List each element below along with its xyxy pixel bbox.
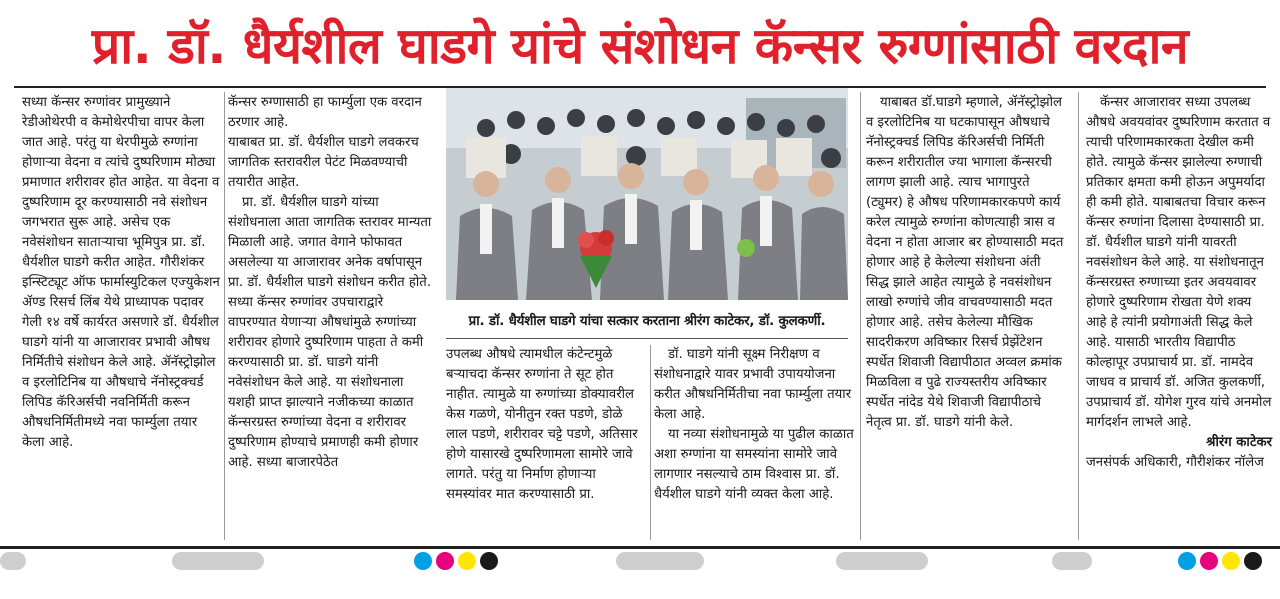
award-photo [446, 88, 848, 300]
column-3-text: उपलब्ध औषधे त्यामधील कंटेन्टमुळे बऱ्याचदा कॅन्सर रुग्णांना ते सूट होत नाहीत. त्यामुळे या रुग्णांच्या डोक्यावरील केस गळणे, योनीतुन रक्त पडणे, डोळे लाल पडणे, शरीरावर चट्टे पडणे, अतिसार होणे यासारखे दुष्परिणामला सामोरे जावे लागते. परंतु या निर्माण होणाऱ्या समस्यांवर मात करण्यासाठी प्रा. [446, 347, 638, 502]
column-2-para-3: प्रा. डॉ. धैर्यशील घाडगे यांच्या संशोधनाला आता जागतिक स्तरावर मान्यता मिळाली आहे. जगात वेगाने फोफावत असलेल्या या आजारावर अनेक वर्षापासून प्रा. डॉ. धैर्यशील घाडगे संशोधन करीत होते. सध्या कॅन्सर रुग्णांवर उपचाराद्वारे वापरण्यात येणाऱ्या औषधांमुळे रुग्णांच्या शरीरावर होणारे दुष्परिणाम पाहता ते कमी करण्यासाठी प्रा. डॉ. घाडगे यांनी नवेसंशोधन केले आहे. या संशोधनाला यशही प्राप्त झाल्याने नजीकच्या काळात कॅन्सरग्रस्त रुग्णांच्या वेदना व शरीरावर दुष्परिणाम होण्याचे प्रमाणही कमी होणार आहे. सध्या बाजारपेठेत [228, 195, 432, 470]
column-4-para-2: या नव्या संशोधनामुळे या पुढील काळात अशा रुग्णांना या समस्यांना सामोरे जावे लागणार नसल्याचे ठाम विश्वास प्रा. डॉ. धैर्यशील घाडगे यांनी व्यक्त केला आहे. [654, 427, 854, 502]
column-4-para-1: डॉ. घाडगे यांनी सूक्ष्म निरीक्षण व संशोधनाद्वारे यावर प्रभावी उपाययोजना करीत औषधनिर्मितीचा नवा फार्म्युला तयार केला आहे. [654, 347, 852, 422]
column-2-para-1: कॅन्सर रुग्णासाठी हा फार्म्युला एक वरदान ठरणार आहे. [228, 95, 422, 130]
column-divider [224, 92, 225, 540]
author-designation: जनसंपर्क अधिकारी, गौरीशंकर नॉलेज [1086, 455, 1264, 470]
yellow-registration-dot [1222, 552, 1240, 570]
registration-bar [1052, 552, 1092, 570]
column-divider [860, 92, 861, 540]
column-divider [650, 345, 651, 540]
article-column-1 [22, 93, 220, 453]
article-column-6 [1086, 93, 1272, 473]
caption-rule [446, 338, 848, 339]
column-divider [1078, 92, 1079, 540]
article-column-3 [446, 345, 642, 505]
yellow-registration-dot [458, 552, 476, 570]
black-registration-dot [1244, 552, 1262, 570]
cyan-registration-dot [414, 552, 432, 570]
photo-caption: प्रा. डॉ. धैर्यशील घाडगे यांचा सत्कार करताना श्रीरंग काटेकर, डॉ. कुलकर्णी. [468, 314, 826, 329]
registration-bar [616, 552, 704, 570]
headline: प्रा. डॉ. धैर्यशील घाडगे यांचे संशोधन कॅन्सर रुग्णांसाठी वरदान [91, 17, 1189, 75]
print-registration-strip [0, 552, 1280, 572]
column-1-text: सध्या कॅन्सर रुग्णांवर प्रामुख्याने रेडीओथेरपी व केमोथेरपीचा वापर केला जात आहे. परंतु या थेरपीमुळे रुग्णांना होणाऱ्या वेदना व त्यांचे दुष्परिणाम मोठ्या प्रमाणात शरीरावर होत आहेत. या वेदना व दुष्परिणाम दूर करण्यासाठी नवे संशोधन जगभरात सुरू आहे. असेच एक नवेसंशोधन साताऱ्याचा भूमिपुत्र प्रा. डॉ. धैर्यशील घाडगे करीत आहेत. गौरीशंकर इन्स्टिट्यूट ऑफ फार्मास्युटिकल एज्युकेशन ॲण्ड रिसर्च लिंब येथे प्राध्यापक पदावर गेली १४ वर्षे कार्यरत असणारे डॉ. धैर्यशील घाडगे यांनी या आजारावर प्रभावी औषध निर्मितीचे संशोधन केले आहे. ॲनॅस्ट्रोझोल व इरलोटिनिब या औषधाचे नॅनोस्ट्रक्चर्ड लिपिड कॅरिअर्सची नवनिर्मिती करून औषधनिर्मितीमध्ये नवा फार्म्युला तयार केला आहे. [22, 95, 220, 450]
registration-bar [0, 552, 26, 570]
registration-bar [836, 552, 928, 570]
black-registration-dot [480, 552, 498, 570]
article-column-5 [866, 93, 1064, 433]
page-bottom-rule [0, 546, 1280, 549]
registration-bar [172, 552, 264, 570]
magenta-registration-dot [1200, 552, 1218, 570]
column-2-para-2: याबाबत प्रा. डॉ. धैर्यशील घाडगे लवकरच जागतिक स्तरावरील पेटंट मिळवण्याची तयारीत आहेत. [228, 135, 419, 190]
article-column-2 [228, 93, 432, 473]
column-6-text: कॅन्सर आजारावर सध्या उपलब्ध औषधे अवयवांवर दुष्परिणाम करतात व त्याची परिणामकारकता देखील कमी होते. त्यामुळे कॅन्सर झालेल्या रुग्णाची प्रतिकार क्षमता कमी होऊन अपुमर्यादा ही कमी होते. याबाबतचा विचार करून कॅन्सर रुग्णांना दिलासा देण्यासाठी प्रा. डॉ. धैर्यशील घाडगे यांनी यावरती नवसंशोधन केले आहे. या संशोधनातून कॅन्सरग्रस्त रुग्णाच्या इतर अवयवावर होणारे दुष्परिणाम रोखता येणे शक्य आहे हे त्यांनी प्रयोगाअंती सिद्ध केले आहे. यासाठी भारतीय विद्यापीठ कोल्हापूर उपप्राचार्य प्रा. डॉ. नामदेव जाधव व प्राचार्य डॉ. अजित कुलकर्णी, उपप्राचार्य डॉ. योगेश गुरव यांचे अनमोल मार्गदर्शन लाभले आहे. [1086, 95, 1272, 430]
column-5-text: याबाबत डॉ.घाडगे म्हणाले, ॲनॅस्ट्रोझोल व इरलोटिनिब या घटकापासून औषधाचे नॅनोस्ट्रक्चर्ड लिपिड कॅरिअर्सची निर्मिती करून शरीरातील ज्या भागाला कॅन्सरची लागण झाली आहे. त्याच भागापुरते (ट्युमर) हे औषध परिणामकारकपणे कार्य करेल त्यामुळे रुग्णांना कोणत्याही त्रास व वेदना न होता आजार बर होण्यासाठी मदत होणार आहे हे केलेल्या संशोधना अंती सिद्ध झाले आहेत त्यामुळे हे नवसंशोधन लाखो रुग्णांचे जीव वाचवण्यासाठी मदत होणार आहे. तसेच केलेल्या मौखिक सादरीकरण अविष्कार रिसर्च प्रेझेंटेशन स्पर्धेत शिवाजी विद्यापीठात अव्वल क्रमांक मिळविला व पुढे राज्यस्तरीय अविष्कार स्पर्धेत नांदेड येथे शिवाजी विद्यापीठाचे नेतृत्व प्रा. डॉ. घाडगे यांनी केले. [866, 95, 1064, 430]
group-photo-illustration [446, 88, 848, 300]
author-name: श्रीरंग काटेकर [1206, 435, 1272, 450]
cyan-registration-dot [1178, 552, 1196, 570]
magenta-registration-dot [436, 552, 454, 570]
article-column-4 [654, 345, 854, 505]
